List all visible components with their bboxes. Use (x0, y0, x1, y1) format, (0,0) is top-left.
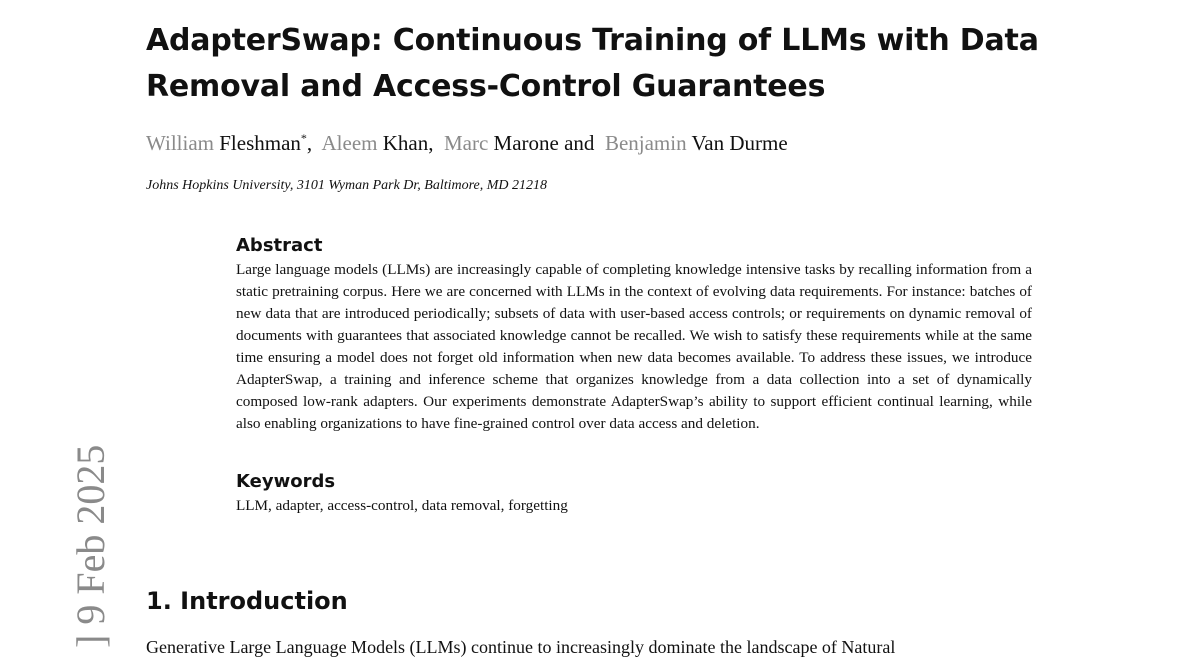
keywords-heading: Keywords (236, 471, 336, 492)
affiliation: Johns Hopkins University, 3101 Wyman Park Dr, Baltimore, MD 21218 (146, 178, 548, 193)
author-family-name: Van Durme (691, 131, 788, 155)
author-separator: , (428, 131, 434, 155)
introduction-heading: 1. Introduction (146, 587, 348, 615)
author-given-name: Aleem (321, 131, 378, 155)
introduction-first-line: Generative Large Language Models (LLMs) continue to increasingly dominate the landscape of Natural (146, 637, 896, 657)
author-given-name: William (146, 131, 214, 155)
author-conjunction: and (564, 131, 595, 155)
author-given-name: Benjamin (604, 131, 687, 155)
paper-title: AdapterSwap: Continuous Training of LLMs with Data Removal and Access-Control Guarantees (146, 23, 1039, 104)
abstract-heading: Abstract (236, 235, 323, 256)
arxiv-margin-stamp: ] 9 Feb 2025 (68, 444, 113, 648)
corresponding-author-mark: * (300, 131, 307, 145)
author-family-name: Marone (493, 131, 559, 155)
author-separator: , (306, 131, 313, 155)
abstract-text: Large language models (LLMs) are increasingly capable of completing knowledge intensive tasks by recalling information from a static pretraining corpus. Here we are concerned with LLMs in the context of evolving data requirements. For instance: batches of new data that are introduced periodically; subsets of data with user-based access controls; or requirements on dynamic removal of documents with guarantees that associated knowledge cannot be recalled. We wish to satisfy these requirements while at the same time ensuring a model does not forget old information when new data becomes available. To address these issues, we introduce AdapterSwap, a training and inference scheme that organizes knowledge from a data collection into a set of dynamically composed low-rank adapters. Our experiments demonstrate AdapterSwap’s ability to support efficient continual learning, while also enabling organizations to have fine-grained control over data access and deletion. (236, 261, 1032, 432)
author-given-name: Marc (443, 131, 489, 155)
keywords-text: LLM, adapter, access-control, data removal, forgetting (236, 497, 568, 514)
author-family-name: Khan (382, 131, 429, 155)
author-family-name: Fleshman (219, 131, 301, 155)
author-list (146, 124, 788, 157)
